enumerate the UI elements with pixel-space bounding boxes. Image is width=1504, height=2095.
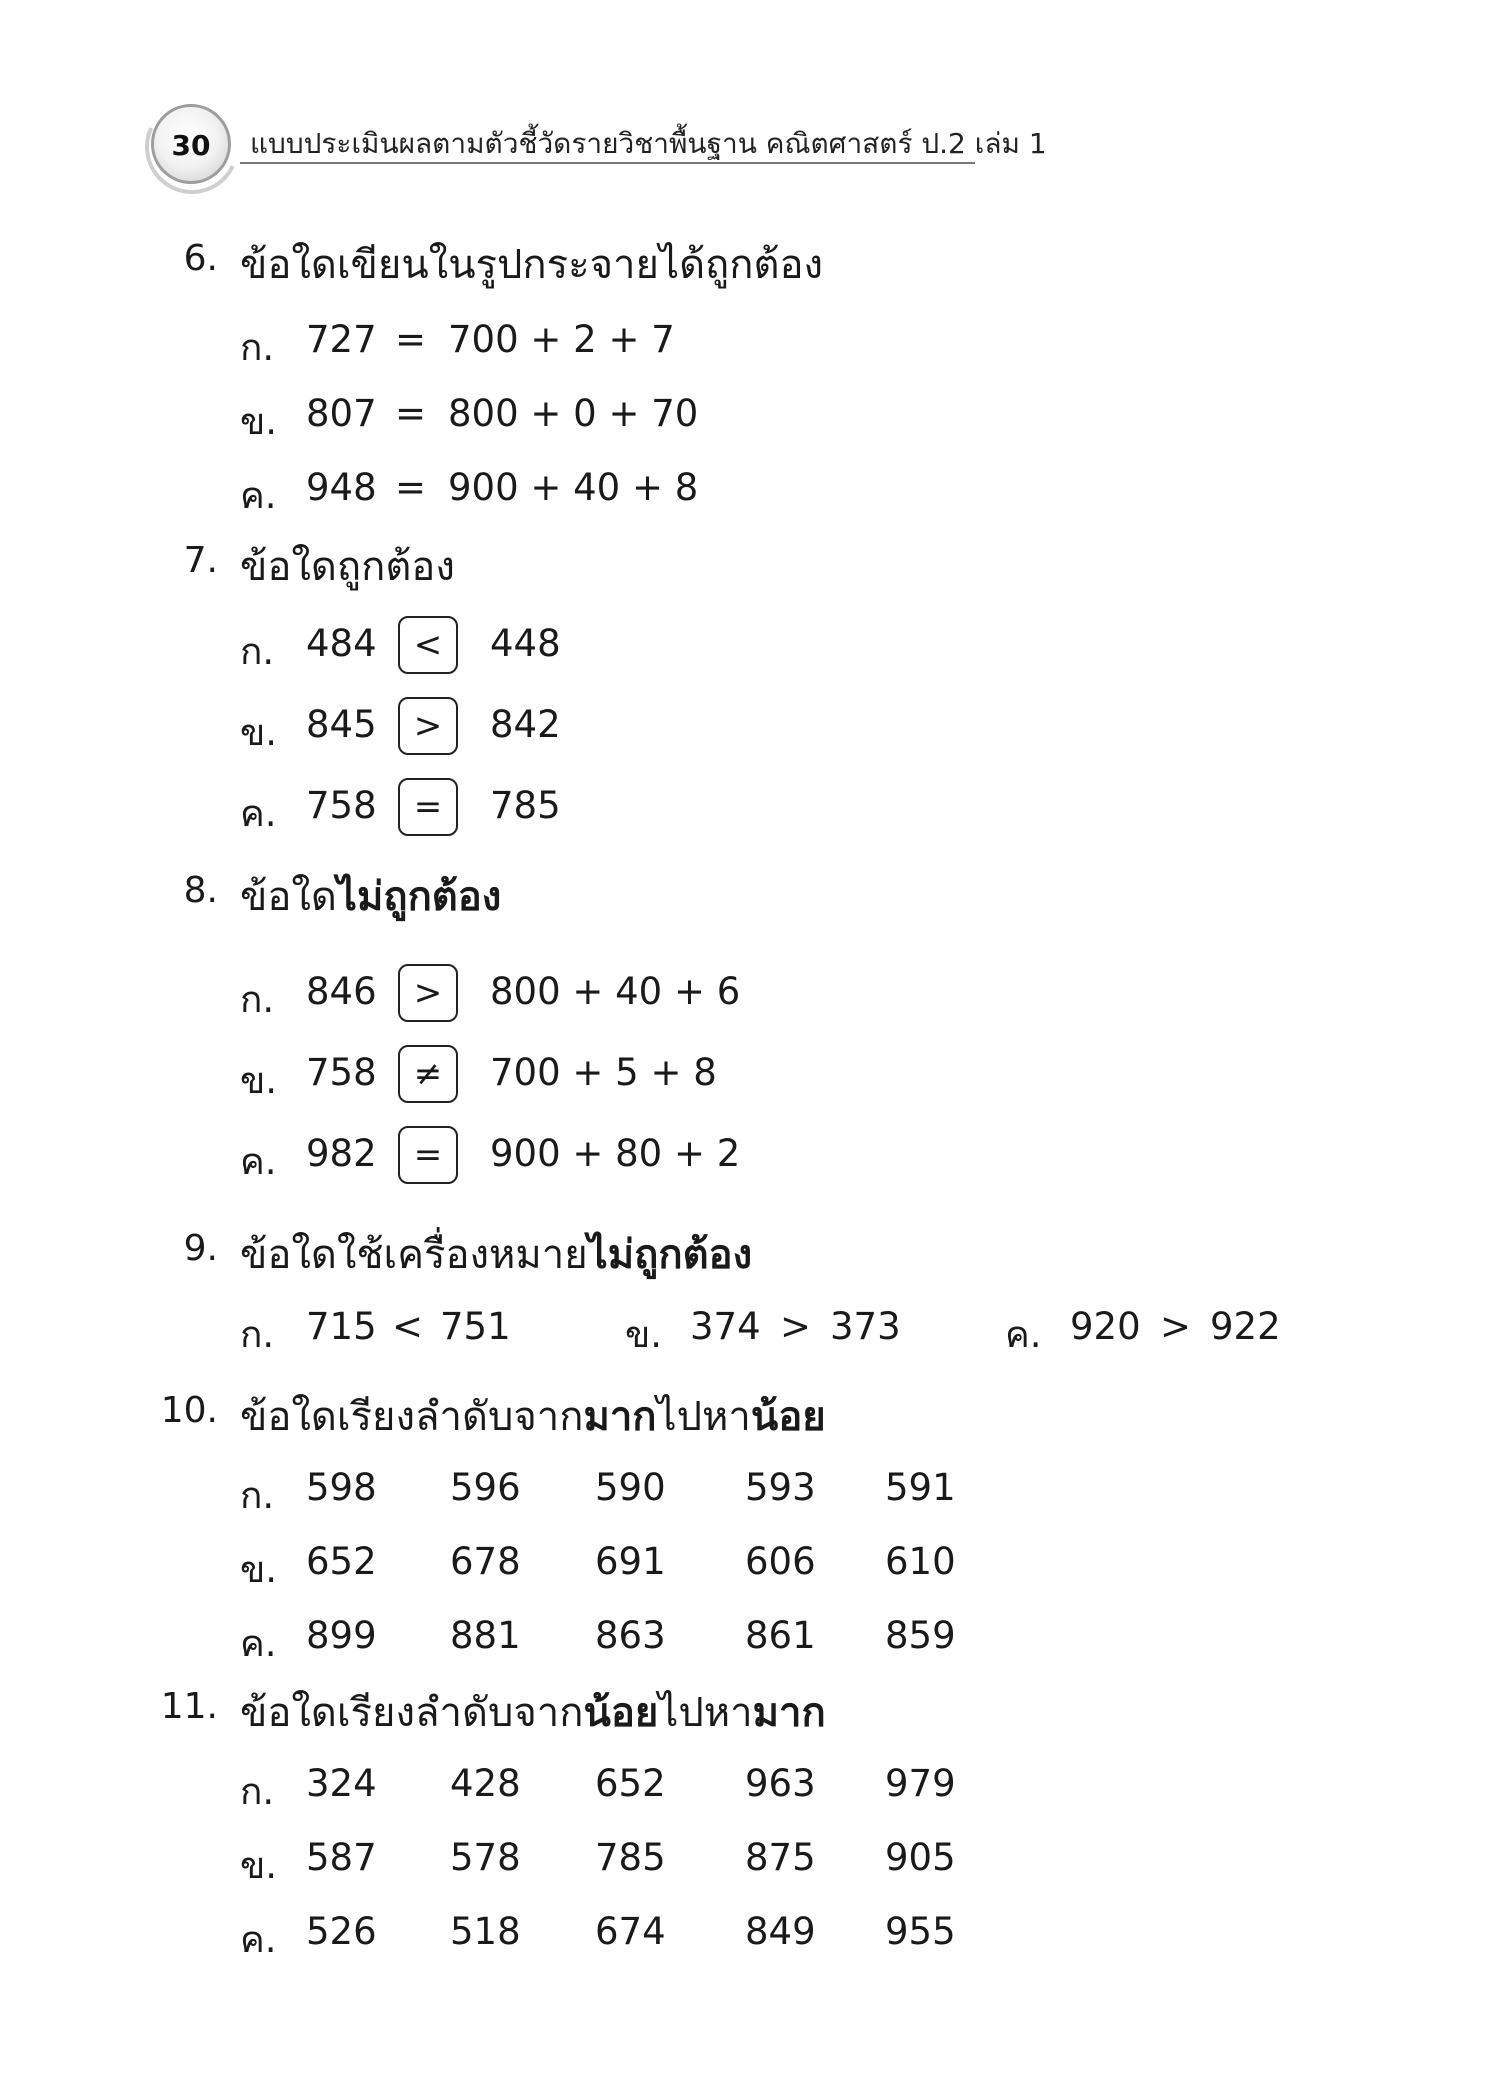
option-letter: ข.	[240, 711, 278, 754]
option-number: 948	[306, 466, 377, 509]
option-number: 807	[306, 392, 377, 435]
option-letter[interactable]: ข.	[625, 1313, 663, 1356]
emphasis-text: ไม่ถูกต้อง	[587, 1232, 753, 1278]
option-number: 845	[306, 703, 377, 746]
sequence-value: 518	[450, 1910, 521, 1953]
sequence-value: 691	[595, 1540, 666, 1583]
sequence-value: 963	[745, 1762, 816, 1805]
question-text: ข้อใดไม่ถูกต้อง	[240, 874, 502, 920]
sequence-value: 652	[306, 1540, 377, 1583]
option-compare-number: 842	[490, 703, 561, 746]
sequence-value: 905	[885, 1836, 956, 1879]
question-number: 10.	[160, 1390, 218, 1431]
option-number: 484	[306, 622, 377, 665]
page-number: 30	[171, 129, 211, 162]
question-number: 6.	[183, 238, 218, 279]
emphasis-text: น้อย	[750, 1394, 826, 1440]
sequence-value: 875	[745, 1836, 816, 1879]
option-number: 374	[690, 1305, 761, 1348]
emphasis-text: น้อย	[583, 1690, 659, 1736]
option-expansion: 800 + 0 + 70	[448, 392, 699, 435]
sequence-value: 785	[595, 1836, 666, 1879]
emphasis-text: มาก	[583, 1394, 657, 1440]
comparison-box: =	[398, 778, 458, 836]
question-number: 8.	[183, 870, 218, 911]
option-expansion: 800 + 40 + 6	[490, 970, 741, 1013]
option-expansion: 900 + 80 + 2	[490, 1132, 741, 1175]
option-letter: ค.	[240, 1918, 277, 1961]
sequence-value: 590	[595, 1466, 666, 1509]
sequence-value: 578	[450, 1836, 521, 1879]
option-letter: ข.	[240, 1844, 278, 1887]
sequence-value: 863	[595, 1614, 666, 1657]
book-title: แบบประเมินผลตามตัวชี้วัดรายวิชาพื้นฐาน คณิตศาสตร์ ป.2 เล่ม 1	[250, 127, 1047, 160]
option-letter: ค.	[240, 1622, 277, 1665]
sequence-value: 324	[306, 1762, 377, 1805]
option-sign: =	[395, 392, 427, 435]
question-text: ข้อใดเขียนในรูปกระจายได้ถูกต้อง	[240, 242, 824, 288]
sequence-value: 979	[885, 1762, 956, 1805]
option-number: 920	[1070, 1305, 1141, 1348]
comparison-box: ≠	[398, 1045, 458, 1103]
option-letter: ก.	[240, 1770, 275, 1813]
sequence-value: 955	[885, 1910, 956, 1953]
option-number: 982	[306, 1132, 377, 1175]
option-letter: ก.	[240, 1474, 275, 1517]
sequence-value: 674	[595, 1910, 666, 1953]
comparison-box: <	[398, 616, 458, 674]
page-number-badge	[151, 104, 231, 184]
option-sign: =	[395, 466, 427, 509]
option-letter: ค.	[240, 474, 277, 517]
option-number: 758	[306, 784, 377, 827]
option-sign: >	[780, 1305, 812, 1348]
sequence-value: 526	[306, 1910, 377, 1953]
option-letter: ก.	[240, 978, 275, 1021]
option-expansion: 700 + 5 + 8	[490, 1051, 717, 1094]
option-letter: ก.	[240, 326, 275, 369]
option-letter: ข.	[240, 400, 278, 443]
comparison-box: >	[398, 964, 458, 1022]
comparison-box: =	[398, 1126, 458, 1184]
option-letter: ค.	[240, 1140, 277, 1183]
comparison-box: >	[398, 697, 458, 755]
option-letter[interactable]: ก.	[240, 1313, 275, 1356]
question-9-options	[240, 1305, 1290, 1361]
option-compare-number: 751	[440, 1305, 511, 1348]
option-letter[interactable]: ค.	[1005, 1313, 1042, 1356]
option-expansion: 900 + 40 + 8	[448, 466, 699, 509]
option-compare-number: 373	[830, 1305, 901, 1348]
page-header	[145, 100, 1047, 190]
option-number: 715	[306, 1305, 377, 1348]
question-text: ข้อใดเรียงลำดับจากมากไปหาน้อย	[240, 1394, 826, 1440]
sequence-value: 610	[885, 1540, 956, 1583]
option-expansion: 700 + 2 + 7	[448, 318, 675, 361]
option-compare-number: 785	[490, 784, 561, 827]
option-number: 727	[306, 318, 377, 361]
emphasis-text: ไม่ถูกต้อง	[336, 874, 502, 920]
option-compare-number: 448	[490, 622, 561, 665]
sequence-value: 596	[450, 1466, 521, 1509]
question-text: ข้อใดใช้เครื่องหมายไม่ถูกต้อง	[240, 1232, 753, 1278]
sequence-value: 881	[450, 1614, 521, 1657]
sequence-value: 598	[306, 1466, 377, 1509]
sequence-value: 591	[885, 1466, 956, 1509]
header-divider	[240, 162, 975, 164]
sequence-value: 849	[745, 1910, 816, 1953]
emphasis-text: มาก	[752, 1690, 826, 1736]
sequence-value: 652	[595, 1762, 666, 1805]
option-number: 846	[306, 970, 377, 1013]
question-text: ข้อใดถูกต้อง	[240, 544, 455, 590]
option-sign: =	[395, 318, 427, 361]
question-number: 9.	[183, 1228, 218, 1269]
option-letter: ค.	[240, 792, 277, 835]
option-letter: ข.	[240, 1548, 278, 1591]
option-sign: >	[1160, 1305, 1192, 1348]
question-number: 7.	[183, 540, 218, 581]
sequence-value: 678	[450, 1540, 521, 1583]
sequence-value: 587	[306, 1836, 377, 1879]
sequence-value: 606	[745, 1540, 816, 1583]
option-sign: <	[392, 1305, 424, 1348]
sequence-value: 593	[745, 1466, 816, 1509]
sequence-value: 899	[306, 1614, 377, 1657]
option-letter: ข.	[240, 1059, 278, 1102]
option-compare-number: 922	[1210, 1305, 1281, 1348]
option-letter: ก.	[240, 630, 275, 673]
sequence-value: 861	[745, 1614, 816, 1657]
sequence-value: 859	[885, 1614, 956, 1657]
sequence-value: 428	[450, 1762, 521, 1805]
option-number: 758	[306, 1051, 377, 1094]
question-text: ข้อใดเรียงลำดับจากน้อยไปหามาก	[240, 1690, 826, 1736]
question-number: 11.	[160, 1686, 218, 1727]
